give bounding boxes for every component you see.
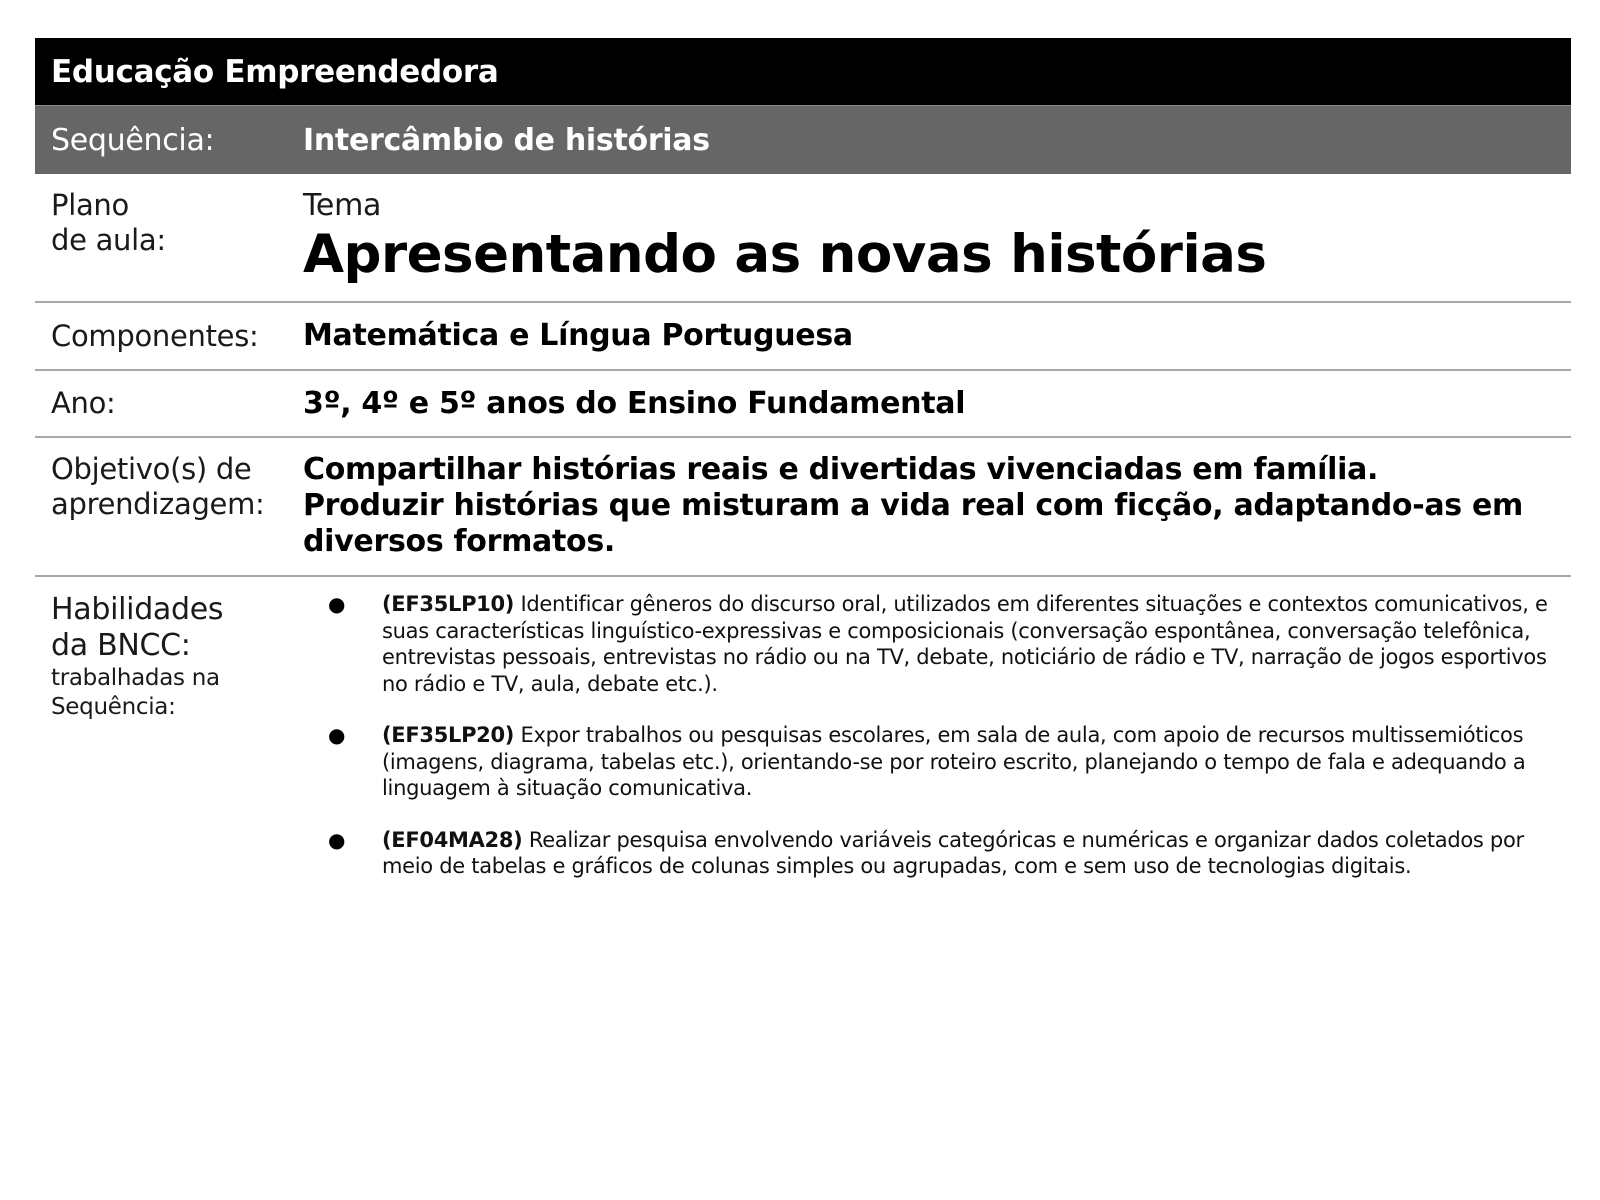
bullet-icon: ●: [328, 827, 346, 852]
plano-row: [35, 174, 1571, 303]
habilidades-sublabel-line2: Sequência:: [51, 694, 176, 720]
ano-label: Ano:: [51, 386, 116, 420]
header-title: Educação Empreendedora: [51, 53, 499, 90]
componentes-row: [35, 303, 1571, 371]
sequence-label: Sequência:: [51, 122, 215, 158]
objetivo-item: Compartilhar histórias reais e divertidas vivenciadas em família.: [303, 452, 1379, 487]
habilidades-label-line2: da BNCC:: [51, 628, 191, 663]
skill-item: [303, 591, 1571, 697]
skill-code: (EF35LP20): [382, 723, 515, 747]
skill-item: [303, 827, 1571, 880]
habilidades-label-line1: Habilidades: [51, 592, 224, 627]
skill-item: [303, 722, 1571, 802]
habilidades-row: [35, 577, 1571, 905]
objetivos-value: [303, 438, 1571, 575]
plano-label-line2: de aula:: [51, 223, 166, 257]
objetivos-label: [35, 438, 303, 575]
habilidades-sublabel-line1: trabalhadas na: [51, 665, 220, 691]
objetivo-item: Produzir histórias que misturam a vida real com ficção, adaptando-as em diversos formatos.: [303, 488, 1524, 559]
objetivos-label-line2: aprendizagem:: [51, 487, 265, 521]
componentes-value: Matemática e Língua Portuguesa: [303, 318, 853, 353]
ano-row: [35, 371, 1571, 438]
skills-list: [303, 577, 1571, 905]
plano-label: [35, 174, 303, 301]
plano-label-line1: Plano: [51, 188, 129, 222]
habilidades-label: [35, 577, 303, 905]
skill-code: (EF04MA28): [382, 827, 523, 852]
header-bar: [35, 38, 1571, 105]
skill-description: Realizar pesquisa envolvendo variáveis categóricas e numéricas e organizar dados coletados por meio de tabelas e gráficos de colunas simples ou agrupadas, com e sem uso de tecnologias digitais.: [382, 827, 1524, 878]
lesson-plan-sheet: [35, 38, 1571, 905]
skill-description: Identificar gêneros do discurso oral, utilizados em diferentes situações e contextos comunicativos, e suas características linguístico-expressivas e composicionais (conversação espontânea, conversação telefônica, entrevistas pessoais, entrevistas no rádio ou na TV, debate, noticiário de rádio e TV, narração de jogos esportivos no rádio e TV, aula, debate etc.).: [382, 592, 1548, 696]
objetivos-row: [35, 438, 1571, 577]
skill-text: [382, 722, 1571, 802]
skill-text: [382, 827, 1571, 880]
lesson-title: Apresentando as novas histórias: [303, 224, 1267, 285]
skill-description: Expor trabalhos ou pesquisas escolares, em sala de aula, com apoio de recursos multissemióticos (imagens, diagrama, tabelas etc.), orientando-se por roteiro escrito, planejando o tempo de fala e adequando a linguagem à situação comunicativa.: [382, 723, 1526, 800]
skill-code: (EF35LP10): [382, 592, 515, 616]
plano-value: [303, 174, 1571, 301]
sequence-bar: [35, 105, 1571, 174]
ano-value: 3º, 4º e 5º anos do Ensino Fundamental: [303, 385, 966, 421]
bullet-icon: ●: [328, 592, 346, 616]
objetivos-label-line1: Objetivo(s) de: [51, 452, 252, 486]
skill-text: [382, 591, 1571, 697]
componentes-label: Componentes:: [51, 318, 259, 353]
tema-label: Tema: [303, 188, 382, 223]
bullet-icon: ●: [328, 723, 346, 747]
sequence-value: Intercâmbio de histórias: [303, 122, 710, 158]
